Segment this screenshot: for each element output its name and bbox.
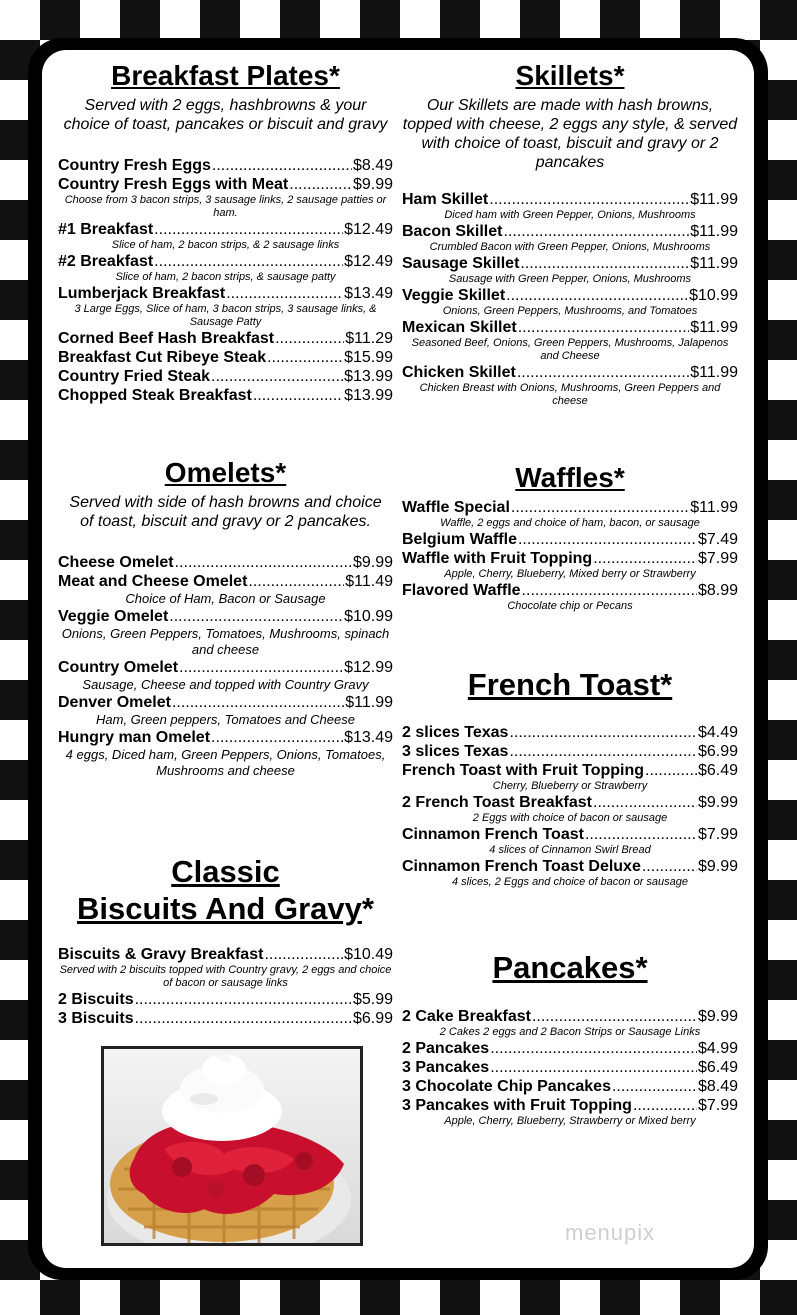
menu-item-price: $9.99 <box>352 176 393 193</box>
menu-item-row <box>402 1007 738 1026</box>
leader-dots <box>135 1009 352 1028</box>
menu-item-row <box>58 348 393 367</box>
menu-item-name: 3 slices Texas <box>402 743 509 760</box>
menu-item-name: Sausage Skillet <box>402 255 520 272</box>
leader-dots <box>226 284 343 303</box>
menu-item-row <box>402 857 738 876</box>
menu-item-description: Ham, Green peppers, Tomatoes and Cheese <box>96 712 355 727</box>
menu-item-description: 4 slices, 2 Eggs and choice of bacon or sausage <box>451 876 689 888</box>
leader-dots <box>585 825 697 844</box>
menu-item-description: Slice of ham, 2 bacon strips, & sausage patty <box>115 271 336 283</box>
menu-item-row <box>58 252 393 271</box>
leader-dots <box>289 175 352 194</box>
menu-item-description: 4 eggs, Diced ham, Green Peppers, Onions, Tomatoes, Mushrooms and cheese <box>65 747 386 778</box>
skillets-subtitle: Our Skillets are made with hash browns, topped with cheese, 2 eggs any style, & served with choice of toast, biscuit and gravy or 2 pancakes <box>402 97 738 171</box>
menu-item-row <box>58 175 393 194</box>
menu-item-description: Seasoned Beef, Onions, Green Peppers, Mushrooms, Jalapenos and Cheese <box>411 337 729 362</box>
breakfast-subtitle: Served with 2 eggs, hashbrowns & your choice of toast, pancakes or biscuit and gravy <box>63 97 388 133</box>
leader-dots <box>511 498 689 517</box>
menu-item-price: $11.29 <box>345 330 393 347</box>
leader-dots <box>253 386 343 405</box>
menu-item-price: $5.99 <box>352 991 393 1008</box>
omelets-list <box>58 553 393 779</box>
leader-dots <box>154 220 343 239</box>
menu-item-price: $12.49 <box>344 221 393 238</box>
pancakes-list <box>402 1007 738 1128</box>
pancakes-title: Pancakes* <box>492 950 648 985</box>
menu-item-name: 2 Cake Breakfast <box>402 1008 531 1025</box>
menu-item-name: 3 Pancakes <box>402 1059 490 1076</box>
breakfast-title: Breakfast Plates* <box>111 60 340 91</box>
menupix-watermark: menupix <box>565 1220 656 1245</box>
menu-item-description: 4 slices of Cinnamon Swirl Bread <box>489 844 651 856</box>
menu-item-name: #1 Breakfast <box>58 221 154 238</box>
menu-item-description: 2 Eggs with choice of bacon or sausage <box>472 812 668 824</box>
menu-item-price: $6.49 <box>697 762 738 779</box>
menu-item-name: 2 French Toast Breakfast <box>402 794 592 811</box>
leader-dots <box>593 549 697 568</box>
menu-item-name: Country Fresh Eggs <box>58 157 211 174</box>
menu-item-description: Onions, Green Peppers, Mushrooms, and Tomatoes <box>442 305 698 317</box>
menu-item-price: $8.99 <box>697 582 738 599</box>
leader-dots <box>175 553 352 572</box>
menu-item-row <box>402 530 738 549</box>
menu-item-row <box>58 1009 393 1028</box>
menu-item-description: Served with 2 biscuits topped with Country gravy, 2 eggs and choice of bacon or sausage links <box>59 964 392 989</box>
biscuits-title-line2: Biscuits And Gravy <box>77 891 362 926</box>
menu-item-name: Lumberjack Breakfast <box>58 285 226 302</box>
menu-item-price: $13.99 <box>344 387 393 404</box>
menu-item-name: 3 Pancakes with Fruit Topping <box>402 1097 632 1114</box>
french-toast-list <box>402 723 738 889</box>
menu-item-name: Corned Beef Hash Breakfast <box>58 330 275 347</box>
menu-item-name: #2 Breakfast <box>58 253 154 270</box>
menu-item-price: $8.49 <box>697 1078 738 1095</box>
menu-item-row <box>402 581 738 600</box>
menu-item-name: Flavored Waffle <box>402 582 521 599</box>
menu-item-name: Country Omelet <box>58 659 179 676</box>
leader-dots <box>593 793 697 812</box>
menu-item-row <box>58 945 393 964</box>
menu-item-name: Cinnamon French Toast <box>402 826 584 843</box>
menu-item-price: $11.99 <box>690 191 738 208</box>
menu-item-row <box>402 222 738 241</box>
menu-item-row <box>402 1077 738 1096</box>
menu-item-row <box>402 1058 738 1077</box>
menu-item-name: 3 Biscuits <box>58 1010 134 1027</box>
menu-item-name: Bacon Skillet <box>402 223 503 240</box>
menu-item-price: $13.99 <box>344 368 393 385</box>
leader-dots <box>490 1039 697 1058</box>
menu-item-name: Veggie Skillet <box>402 287 506 304</box>
menu-item-price: $7.99 <box>697 826 738 843</box>
menu-item-name: Cheese Omelet <box>58 554 174 571</box>
menu-item-description: Onions, Green Peppers, Tomatoes, Mushrooms, spinach and cheese <box>61 626 390 657</box>
menu-item-description: 2 Cakes 2 eggs and 2 Bacon Strips or Sausage Links <box>439 1026 701 1038</box>
menu-item-price: $11.99 <box>345 694 393 711</box>
leader-dots <box>264 945 343 964</box>
leader-dots <box>518 530 697 549</box>
french-toast-section <box>402 667 738 889</box>
menu-item-description: Apple, Cherry, Blueberry, Strawberry or Mixed berry <box>444 1115 696 1127</box>
menu-item-description: Chocolate chip or Pecans <box>507 600 633 612</box>
menu-item-description: Slice of ham, 2 bacon strips, & 2 sausage links <box>111 239 340 251</box>
leader-dots <box>248 572 344 591</box>
menu-item-row <box>58 728 393 747</box>
menu-item-name: 2 Biscuits <box>58 991 134 1008</box>
menu-item-row <box>402 723 738 742</box>
pancakes-section <box>402 950 738 1128</box>
menu-item-row <box>402 286 738 305</box>
waffle-with-strawberries-image <box>104 1049 360 1243</box>
left-column <box>58 60 393 1027</box>
menu-item-price: $11.99 <box>690 364 738 381</box>
menu-item-row <box>402 498 738 517</box>
leader-dots <box>267 348 343 367</box>
menu-item-row <box>402 793 738 812</box>
menu-item-row <box>58 386 393 405</box>
omelets-subtitle: Served with side of hash browns and choice of toast, biscuit and gravy or 2 pancakes. <box>69 494 382 530</box>
menu-item-price: $11.99 <box>690 255 738 272</box>
biscuits-title-star: * <box>361 891 374 926</box>
menu-item-description: Sausage, Cheese and topped with Country Gravy <box>82 677 369 692</box>
menu-item-row <box>402 318 738 337</box>
menu-item-price: $6.99 <box>352 1010 393 1027</box>
menu-item-price: $7.99 <box>697 550 738 567</box>
menu-item-name: Biscuits & Gravy Breakfast <box>58 946 264 963</box>
menu-item-description: Diced ham with Green Pepper, Onions, Mushrooms <box>444 209 696 221</box>
leader-dots <box>211 728 343 747</box>
leader-dots <box>532 1007 697 1026</box>
biscuits-title-line1: Classic <box>171 854 280 889</box>
leader-dots <box>518 318 690 337</box>
menu-item-row <box>402 1096 738 1115</box>
menu-item-price: $12.49 <box>344 253 393 270</box>
menu-item-name: Denver Omelet <box>58 694 171 711</box>
waffle-photo <box>101 1046 363 1246</box>
menu-item-price: $11.99 <box>690 499 738 516</box>
menu-item-row <box>58 329 393 348</box>
menu-item-price: $11.99 <box>690 223 738 240</box>
menu-item-row <box>402 190 738 209</box>
menu-item-price: $4.49 <box>697 724 738 741</box>
menu-item-name: Chicken Skillet <box>402 364 516 381</box>
omelets-section <box>58 457 393 779</box>
menu-item-name: Waffle with Fruit Topping <box>402 550 593 567</box>
leader-dots <box>212 156 352 175</box>
menu-item-price: $9.99 <box>352 554 393 571</box>
menu-item-price: $11.99 <box>690 319 738 336</box>
menu-item-name: Meat and Cheese Omelet <box>58 573 248 590</box>
leader-dots <box>172 693 344 712</box>
menu-item-description: Sausage with Green Pepper, Onions, Mushrooms <box>448 273 692 285</box>
leader-dots <box>506 286 688 305</box>
menu-item-price: $10.99 <box>344 608 393 625</box>
menu-item-description: Crumbled Bacon with Green Pepper, Onions, Mushrooms <box>429 241 711 253</box>
menu-item-name: Country Fried Steak <box>58 368 211 385</box>
menu-item-price: $6.49 <box>697 1059 738 1076</box>
menu-item-price: $6.99 <box>697 743 738 760</box>
menu-item-price: $7.99 <box>697 1097 738 1114</box>
leader-dots <box>135 990 352 1009</box>
menu-item-row <box>402 761 738 780</box>
menu-item-price: $15.99 <box>344 349 393 366</box>
menu-item-price: $8.49 <box>352 157 393 174</box>
menu-item-price: $11.49 <box>345 573 393 590</box>
biscuits-list <box>58 945 393 1028</box>
menu-item-name: Hungry man Omelet <box>58 729 211 746</box>
menu-item-name: 2 Pancakes <box>402 1040 490 1057</box>
menu-item-price: $9.99 <box>697 1008 738 1025</box>
menu-item-row <box>402 549 738 568</box>
leader-dots <box>169 607 343 626</box>
menu-item-row <box>58 607 393 626</box>
biscuits-section <box>58 853 393 1028</box>
menu-item-description: Apple, Cherry, Blueberry, Mixed berry or Strawberry <box>444 568 696 580</box>
menu-item-name: Ham Skillet <box>402 191 489 208</box>
leader-dots <box>612 1077 697 1096</box>
skillets-section <box>402 60 738 408</box>
biscuits-title <box>58 853 393 927</box>
leader-dots <box>642 857 697 876</box>
menu-item-row <box>58 367 393 386</box>
menu-item-description: Cherry, Blueberry or Strawberry <box>492 780 648 792</box>
leader-dots <box>633 1096 697 1115</box>
menu-item-name: French Toast with Fruit Topping <box>402 762 645 779</box>
menu-item-row <box>58 284 393 303</box>
menu-item-price: $9.99 <box>697 794 738 811</box>
breakfast-list <box>58 156 393 405</box>
menu-item-price: $10.49 <box>344 946 393 963</box>
menu-item-price: $13.49 <box>344 285 393 302</box>
menu-item-row <box>58 156 393 175</box>
waffles-section <box>402 462 738 613</box>
menu-item-description: Choice of Ham, Bacon or Sausage <box>125 591 326 606</box>
menu-item-row <box>58 658 393 677</box>
menu-item-price: $12.99 <box>344 659 393 676</box>
menu-item-description: Waffle, 2 eggs and choice of ham, bacon, or sausage <box>440 517 700 529</box>
menu-item-price: $13.49 <box>344 729 393 746</box>
menu-item-row <box>402 742 738 761</box>
leader-dots <box>490 1058 697 1077</box>
leader-dots <box>520 254 689 273</box>
waffles-list <box>402 498 738 613</box>
leader-dots <box>522 581 697 600</box>
breakfast-section <box>58 60 393 405</box>
menu-item-name: Cinnamon French Toast Deluxe <box>402 858 641 875</box>
menu-item-row <box>402 363 738 382</box>
menu-item-name: Waffle Special <box>402 499 510 516</box>
menu-item-name: 3 Chocolate Chip Pancakes <box>402 1078 611 1095</box>
menu-item-row <box>402 825 738 844</box>
menu-item-name: Veggie Omelet <box>58 608 169 625</box>
menu-item-row <box>58 553 393 572</box>
menu-item-name: Chopped Steak Breakfast <box>58 387 252 404</box>
omelets-title: Omelets* <box>164 457 287 488</box>
menu-item-description: Chicken Breast with Onions, Mushrooms, Green Peppers and cheese <box>419 382 721 407</box>
menu-item-name: Mexican Skillet <box>402 319 517 336</box>
leader-dots <box>179 658 343 677</box>
menu-item-row <box>58 572 393 591</box>
leader-dots <box>489 190 689 209</box>
menu-item-row <box>58 220 393 239</box>
leader-dots <box>275 329 344 348</box>
leader-dots <box>517 363 689 382</box>
menu-item-row <box>58 990 393 1009</box>
menu-item-price: $9.99 <box>697 858 738 875</box>
menu-item-name: 2 slices Texas <box>402 724 509 741</box>
leader-dots <box>509 742 697 761</box>
menu-item-price: $4.99 <box>697 1040 738 1057</box>
leader-dots <box>154 252 343 271</box>
leader-dots <box>211 367 343 386</box>
french-toast-title: French Toast* <box>467 667 673 702</box>
leader-dots <box>503 222 689 241</box>
menu-item-description: Choose from 3 bacon strips, 3 sausage links, 2 sausage patties or ham. <box>64 194 387 219</box>
menu-item-name: Breakfast Cut Ribeye Steak <box>58 349 267 366</box>
menu-item-description: 3 Large Eggs, Slice of ham, 3 bacon strips, 3 sausage links, & Sausage Patty <box>74 303 377 328</box>
right-column <box>402 60 738 1127</box>
menu-item-name: Belgium Waffle <box>402 531 517 548</box>
skillets-list <box>402 190 738 408</box>
menu-item-price: $10.99 <box>689 287 738 304</box>
menu-item-row <box>58 693 393 712</box>
menu-item-name: Country Fresh Eggs with Meat <box>58 176 289 193</box>
waffles-title: Waffles* <box>515 462 625 493</box>
leader-dots <box>509 723 697 742</box>
leader-dots <box>645 761 697 780</box>
menu-item-row <box>402 254 738 273</box>
skillets-title: Skillets* <box>515 60 625 91</box>
menu-item-price: $7.49 <box>697 531 738 548</box>
menu-item-row <box>402 1039 738 1058</box>
